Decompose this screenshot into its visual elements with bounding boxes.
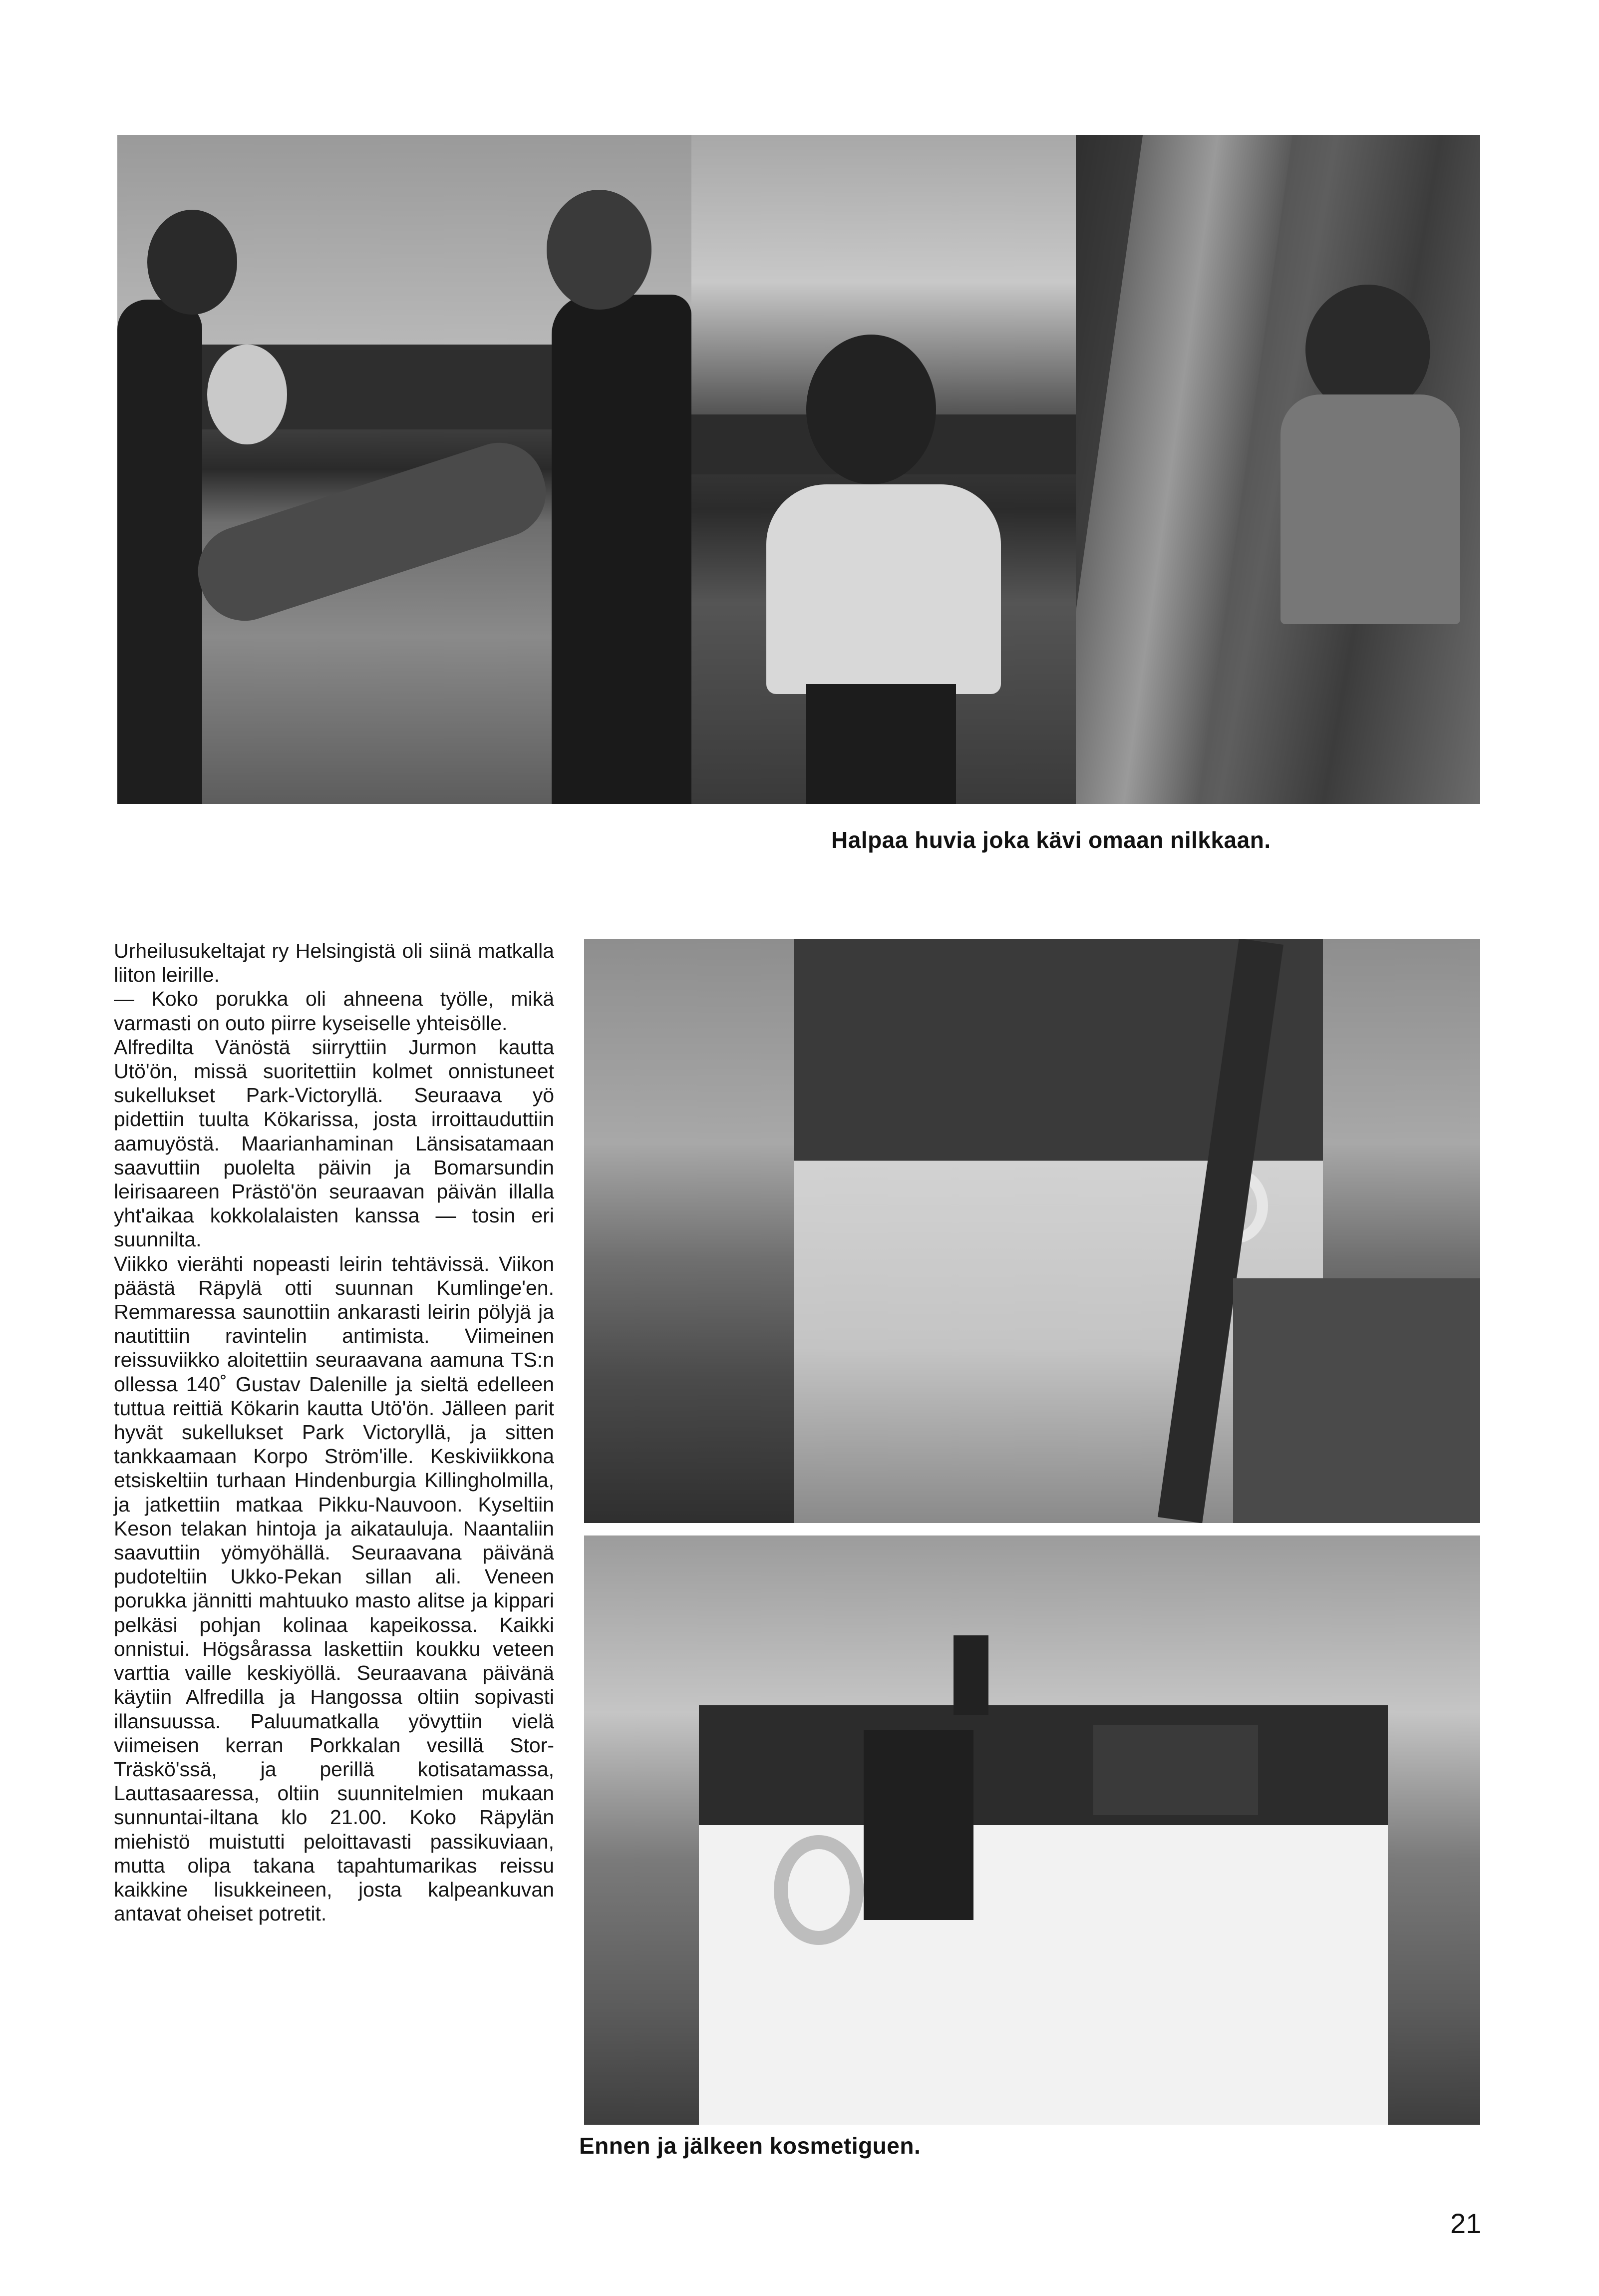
article-paragraph: Alfredilta Vänöstä siirryttiin Jurmon kautta Utö'ön, missä suoritettiin kolmet onnistuneet sukellukset Park-Victoryllä. Seuraava yö pidettiin tuulta Kökarissa, josta irroittauduttiin aamuyöstä. Maarianhaminan Länsisatamaan saavuttiin puolelta päivin ja Bomarsundin leirisaareen Prästö'ön seuraavan päivän illalla yht'aikaa kokkolalaisten kanssa — tosin eri suunnilta. [114,1035,554,1251]
article-paragraph: Viikko vierähti nopeasti leirin tehtävissä. Viikon päästä Räpylä otti suunnan Kumlinge'en. Remmaressa saunottiin ankarasti leirin pölyjä ja nautittiin ravintelin antimista. Viimeinen reissuviikko aloitettiin seuraavana aamuna TS:n ollessa 140˚ Gustav Dalenille ja sieltä edelleen tuttua reittiä Kökarin kautta Utö'ön. Jälleen parit hyvät sukellukset Park Victoryllä, ja sitten tankkaamaan Korpo Ström'ille. Keskiviikkona etsiskeltiin turhaan Hindenburgia Killingholmilla, ja jatkettiin matkaa Pikku-Nauvoon. Kyseltiin Keson telakan hintoja ja aikatauluja. Naantaliin saavuttiin yömyöhällä. Seuraavana päivänä pudoteltiin Ukko-Pekan sillan ali. Veneen porukka jännitti mahtuuko masto alitse ja kippari pelkäsi pohjan kolinaa kapeikossa. Kaikki onnistui. Högsårassa laskettiin koukku veteen varttia vaille keskiyöllä. Seuraavana päivänä käytiin Alfredilla ja Hangossa oltiin sopivasti illansuussa. Paluumatkalla yövyttiin vielä viimeisen kerran Porkkalan vesillä Stor-Träskö'ssä, ja perillä kotisatamassa, Lauttasaaressa, oltiin suunnitelmien mukaan sunnuntai-iltana klo 21.00. Koko Räpylän miehistö muistutti peloittavasti passikuviaan, mutta olipa takana tapahtumarikas reissu kaikkine lisukkeineen, josta kalpeankuvan antavat oheiset potretit. [114,1252,554,1925]
article-body [114,939,554,1925]
photo-smiling-woman-by-water [691,135,1076,804]
photo-people-swinging-girl [117,135,691,804]
photo-boat-wheelhouse-after [584,1535,1480,2125]
page-number: 21 [1450,2208,1482,2239]
photo-boat-wheelhouse-before [584,939,1480,1523]
photo-man-in-water-by-boat [1076,135,1480,804]
article-paragraph: — Koko porukka oli ahneena työlle, mikä varmasti on outo piirre kyseiselle yhteisölle. [114,987,554,1035]
photo-caption: Halpaa huvia joka kävi omaan nilkkaan. [831,827,1271,853]
photo-caption: Ennen ja jälkeen kosmetiguen. [579,2133,921,2159]
article-paragraph: Urheilusukeltajat ry Helsingistä oli siinä matkalla liiton leirille. [114,939,554,987]
